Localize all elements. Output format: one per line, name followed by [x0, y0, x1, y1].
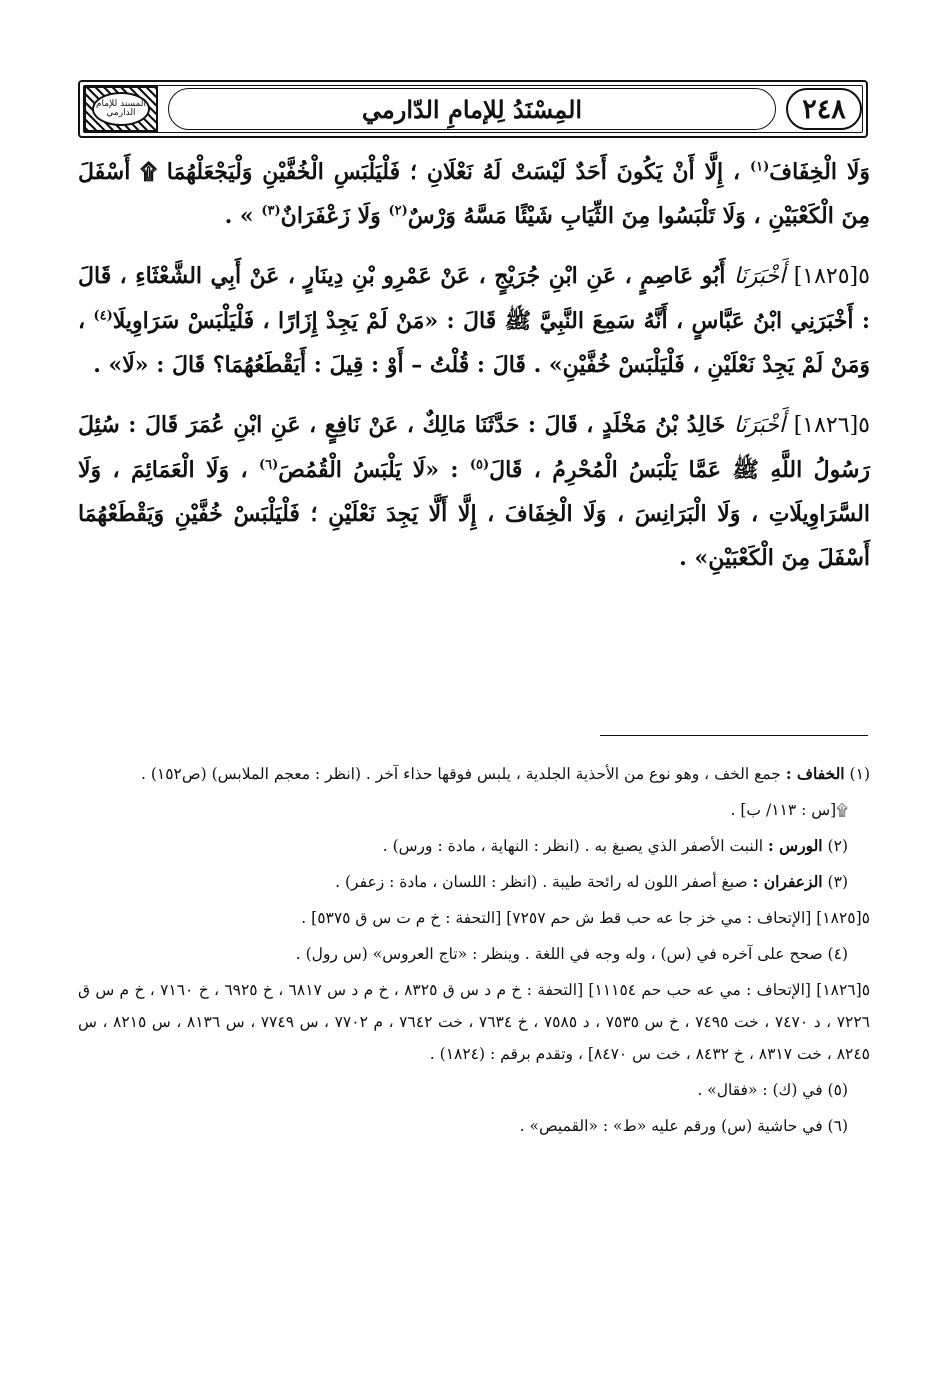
- footnotes: [78, 758, 870, 1146]
- text-run: ، وَمَنْ لَمْ يَجِدْ نَعْلَيْنِ ، فَلْيَلْبَسْ خُفَّيْنِ» . قَالَ : قُلْتُ – أَوْ : قِيلَ : أَيَقْطَعُهُمَا؟ قَالَ : «لَا» .: [78, 308, 870, 378]
- footnote-ref: (٤): [93, 308, 113, 324]
- text-run: خَالِدُ بْنُ مَخْلَدٍ ، قَالَ : حَدَّثَنَا مَالِكٌ ، عَنْ نَافِعٍ ، عَنِ ابْنِ عُمَرَ قَالَ : سُئِلَ رَسُولُ اللَّهِ ﷺ عَمَّا يَلْبَسُ الْمُحْرِمُ ، قَالَ: [78, 412, 871, 483]
- hadith-number: ٥[١٨٢٦]: [793, 413, 870, 438]
- page-number: ٢٤٨: [786, 88, 862, 130]
- running-header: [78, 80, 868, 138]
- paragraph-continuation: [78, 150, 870, 238]
- footnote-1: [78, 758, 870, 790]
- ornament-text: المسند للإمام الدارمي: [95, 99, 147, 118]
- text-run: أَخْبَرَنَا: [733, 264, 786, 289]
- footnote-2: [78, 830, 870, 862]
- footnote-term: الزعفران :: [752, 872, 823, 891]
- header-ornament-left: [84, 86, 158, 132]
- footnote-number: (٣): [827, 873, 848, 891]
- ornament-medallion: [92, 92, 150, 126]
- book-title: [168, 88, 776, 130]
- folio-mark-note: ۩[س : ١١٣/ ب] .: [730, 801, 848, 819]
- footnote-number: (١): [849, 765, 870, 783]
- text-run: أَخْبَرَنَا: [733, 413, 786, 438]
- text-run: : «لَا يَلْبَسُ الْقُمُصَ: [278, 457, 459, 483]
- text-run: ، وَلَا الْعَمَائِمَ ، وَلَا السَّرَاوِيلَاتِ ، وَلَا الْبَرَانِسَ ، وَلَا الْخِفَافَ ، إِلَّا أَلَّا يَجِدَ نَعْلَيْنِ ؛ فَلْيَلْبَسْ خُفَّيْنِ وَيَقْطَعْهُمَا أَسْفَلَ مِنَ الْكَعْبَيْنِ» .: [78, 457, 870, 571]
- book-title-text: المِسْنَدُ لِلإمامِ الدّارمي: [361, 94, 583, 124]
- ithaf-1826: ٥[١٨٢٦] [الإتحاف : مي عه حب حم ١١١٥٤] [التحفة : خ م د س ق ٨٣٢٥ ، خ م د س ٦٨١٧ ، خ ٦٩٢٥ ، خ ٧١٦٠ ، خ م س ق ٧٢٢٦ ، د ٧٤٧٠ ، خت ٧٤٩٥ ، خ س ٧٥٣٥ ، د ٧٥٨٥ ، خ ٧٦٣٤ ، خت ٧٦٤٢ ، م ٧٧٠٢ ، س ٧٧٤٩ ، س ٨١٣٦ ، س ٨٢١٥ ، س ٨٢٤٥ ، خت ٨٣١٧ ، خ ٨٤٣٢ ، خت س ٨٤٧٠] ، وتقدم برقم : (١٨٢٤) .: [78, 981, 871, 1063]
- footnote-6: (٦) في حاشية (س) ورقم عليه «ط» : «القميص» .: [519, 1117, 848, 1135]
- text-run: » .: [224, 203, 254, 229]
- footnote-ref: (١): [750, 159, 770, 175]
- main-text: [78, 150, 870, 596]
- footnote-term: الخفاف :: [785, 764, 845, 783]
- footnote-ref: (٦): [258, 457, 279, 473]
- footnote-4: (٤) صحح على آخره في (س) ، وله وجه في اللغة . وينظر : «تاج العروس» (س رول) .: [295, 945, 848, 963]
- text-run: أَبُو عَاصِمٍ ، عَنِ ابْنِ جُرَيْجٍ ، عَنْ عَمْرِو بْنِ دِينَارٍ ، عَنْ أَبِي الشَّعْثَاءِ ، قَالَ : أَخْبَرَنِي ابْنُ عَبَّاسٍ ، أَنَّهُ سَمِعَ النَّبِيَّ ﷺ قَالَ : «مَنْ لَمْ يَجِدْ إِزَارًا ، فَلْيَلْبَسْ سَرَاوِيلَا: [78, 263, 870, 334]
- text-run: وَلَا زَعْفَرَانٌ: [280, 203, 381, 229]
- hadith-1826: [78, 403, 870, 580]
- footnote-separator: [600, 735, 868, 736]
- text-run: وَلَا الْخِفَافَ: [769, 159, 870, 185]
- footnote-5: (٥) في (ك) : «فقال» .: [697, 1081, 848, 1099]
- hadith-1825: [78, 254, 870, 387]
- footnote-number: (٢): [827, 837, 848, 855]
- footnote-term: الورس :: [768, 836, 823, 855]
- footnote-ref: (٥): [469, 457, 490, 473]
- text-run: ، إِلَّا أَنْ يَكُونَ أَحَدٌ لَيْسَتْ لَهُ نَعْلَانِ ؛ فَلْيَلْبَسِ الْخُفَّيْنِ وَلْيَجْعَلْهُمَا ۩ أَسْفَلَ مِنَ الْكَعْبَيْنِ ، وَلَا تَلْبَسُوا مِنَ الثِّيَابِ شَيْئًا مَسَّهُ وَرْسٌ: [78, 159, 870, 229]
- footnote-ref: (٢): [388, 203, 408, 219]
- footnote-text: صبغ أصفر اللون له رائحة طيبة . (انظر : اللسان ، مادة : زعفر) .: [335, 873, 748, 891]
- hadith-number: ٥[١٨٢٥]: [793, 264, 870, 289]
- ithaf-1825: ٥[١٨٢٥] [الإتحاف : مي خز جا عه حب قط ش حم ٧٢٥٧] [التحفة : خ م ت س ق ٥٣٧٥] .: [301, 909, 870, 927]
- footnote-text: جمع الخف ، وهو نوع من الأحذية الجلدية ، يلبس فوقها حذاء آخر . (انظر : معجم الملابس) (ص١٥٢) .: [141, 765, 781, 783]
- footnote-text: النبت الأصفر الذي يصبغ به . (انظر : النهاية ، مادة : ورس) .: [382, 837, 764, 855]
- footnote-3: [78, 866, 870, 898]
- footnote-ref: (٣): [261, 203, 281, 219]
